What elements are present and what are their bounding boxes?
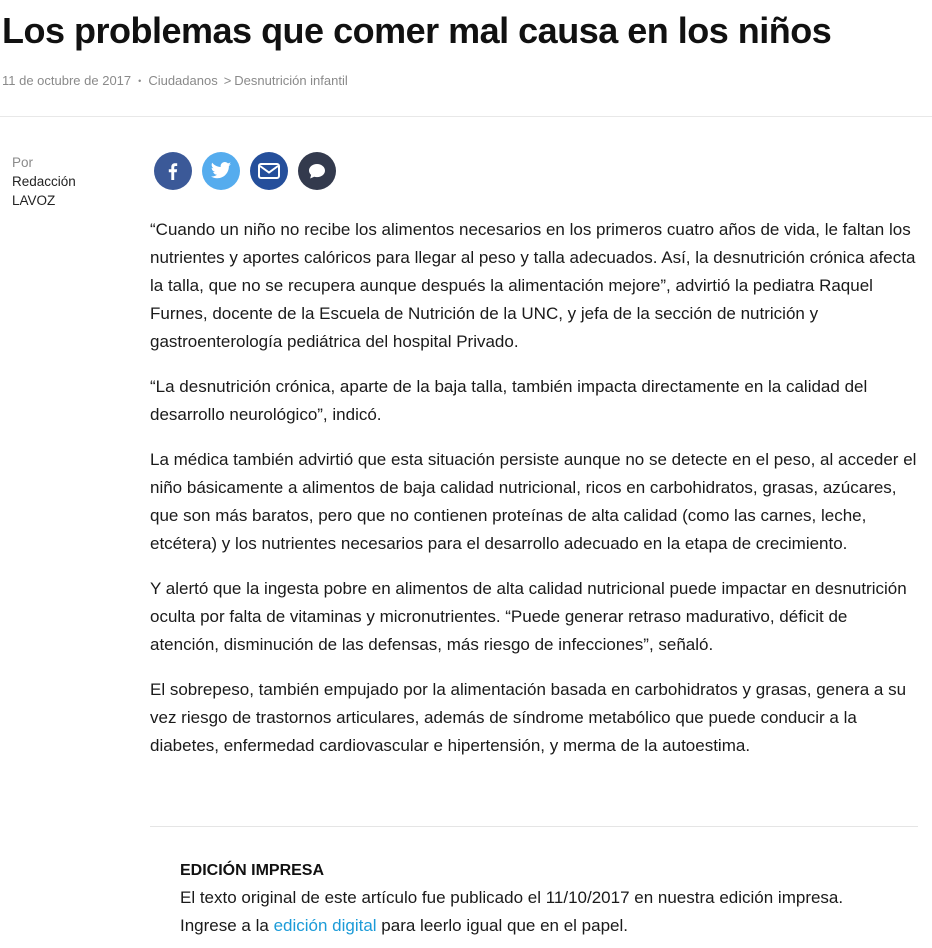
share-buttons xyxy=(154,152,336,190)
article-paragraph: El sobrepeso, también empujado por la alimentación basada en carbohidratos y grasas, genera a su vez riesgo de trastornos articulares, además de síndrome metabólico que puede conducir a la diabetes, enfermedad cardiovascular e hipertensión, y merma de la autoestima. xyxy=(150,680,907,755)
article-paragraph: La médica también advirtió que esta situación persiste aunque no se detecte en el peso, al acceder el niño básicamente a alimentos de baja calidad nutricional, ricos en carbohidratos, grasas, azúcares, que son más baratos, pero que no contienen proteínas de alta calidad (como las carnes, leche, etcétera) y los nutrientes necesarios para el desarrollo adecuado en la etapa de crecimiento. xyxy=(150,450,917,553)
section-link[interactable]: Ciudadanos xyxy=(148,73,218,88)
facebook-share-button[interactable] xyxy=(154,152,192,190)
article-paragraph: “La desnutrición crónica, aparte de la baja talla, también impacta directamente en la calidad del desarrollo neurológico”, indicó. xyxy=(150,377,868,424)
publish-date: 11 de octubre de 2017 xyxy=(2,73,132,88)
digital-edition-link[interactable]: edición digital xyxy=(273,916,377,935)
print-edition-line2 xyxy=(180,912,920,940)
facebook-icon xyxy=(163,161,183,181)
breadcrumb-arrow: > xyxy=(223,73,232,88)
email-icon xyxy=(258,163,280,179)
print-edition-title: EDICIÓN IMPRESA xyxy=(180,862,325,879)
tag-link[interactable]: Desnutrición infantil xyxy=(234,73,348,88)
article-paragraph: “Cuando un niño no recibe los alimentos necesarios en los primeros cuatro años de vida, le faltan los nutrientes y aportes calóricos para llegar al peso y talla adecuados. Así, la desnutrición crónica afecta la talla, que no se recupera aunque después la alimentación mejore”, advirtió la pediatra Raquel Furnes, docente de la Escuela de Nutrición de la UNC, y jefa de la sección de nutrición y gastroenterología pediátrica del hospital Privado. xyxy=(150,220,916,351)
twitter-share-button[interactable] xyxy=(202,152,240,190)
article-body xyxy=(150,216,920,777)
byline-prefix: Por xyxy=(12,155,34,170)
print-edition-text-before: Ingrese a la xyxy=(180,916,274,935)
byline-author-line2[interactable]: LAVOZ xyxy=(12,193,56,208)
print-edition-text-after: para leerlo igual que en el papel. xyxy=(376,916,628,935)
article-headline: Los problemas que comer mal causa en los niños xyxy=(2,10,832,51)
article-meta xyxy=(2,73,348,88)
twitter-icon xyxy=(210,161,232,181)
print-edition-box xyxy=(180,858,920,940)
byline-author-line1[interactable]: Redacción xyxy=(12,174,76,189)
article-paragraph: Y alertó que la ingesta pobre en alimentos de alta calidad nutricional puede impactar en desnutrición oculta por falta de vitaminas y micronutrientes. “Puede generar retraso madurativo, déficit de atención, disminución de las defensas, más riesgo de infecciones”, señaló. xyxy=(150,579,907,654)
bullet-separator: • xyxy=(138,76,142,86)
comment-icon xyxy=(307,161,327,181)
print-edition-divider xyxy=(150,826,918,827)
email-share-button[interactable] xyxy=(250,152,288,190)
header-divider xyxy=(0,116,932,117)
comments-button[interactable] xyxy=(298,152,336,190)
byline xyxy=(12,153,76,210)
print-edition-line1: El texto original de este artículo fue publicado el 11/10/2017 en nuestra edición impresa. xyxy=(180,888,844,907)
